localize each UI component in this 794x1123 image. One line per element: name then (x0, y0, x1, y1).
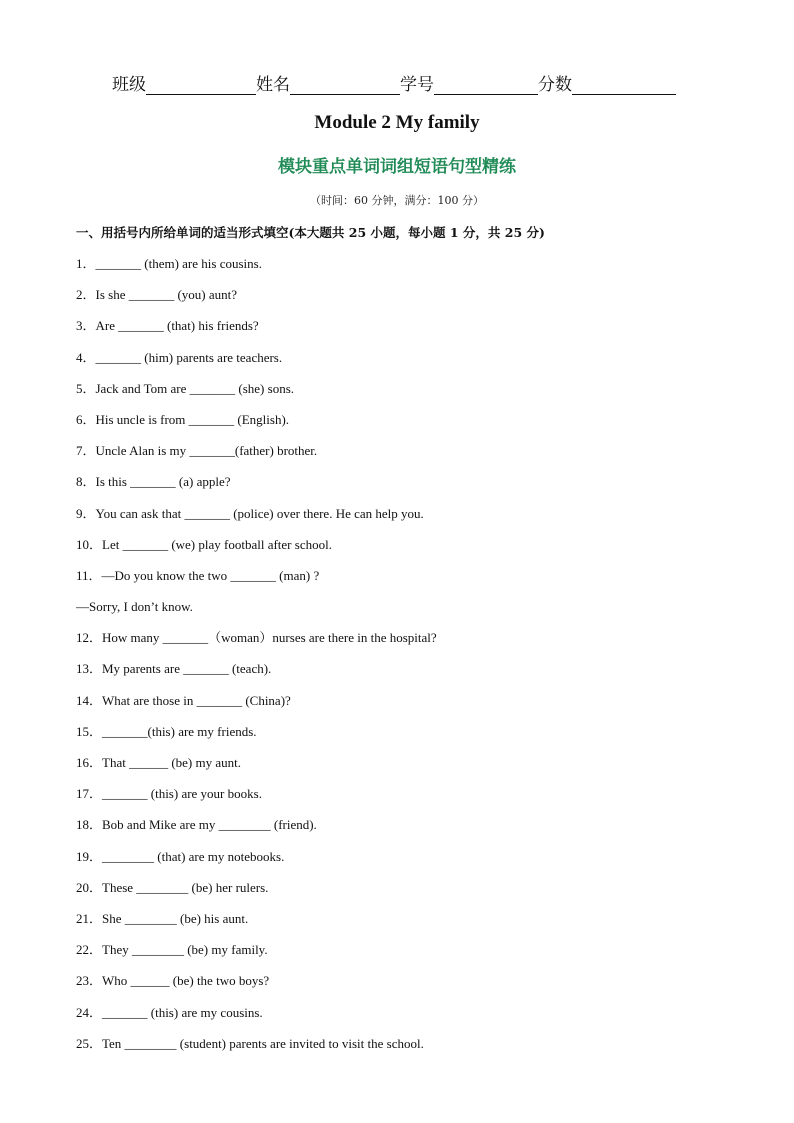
question-item: 19．________ (that) are my notebooks. (76, 848, 285, 864)
question-item: 11．—Do you know the two _______ (man) ? (76, 567, 320, 583)
question-item: 3．Are _______ (that) his friends? (76, 318, 259, 334)
class-label: 班级 (112, 75, 146, 95)
question-item: 21．She ________ (be) his aunt. (76, 910, 249, 926)
question-item: 9．You can ask that _______ (police) over there. He can help you. (76, 505, 424, 521)
question-item: 15．_______(this) are my friends. (76, 723, 257, 739)
question-item: 23．Who ______ (be) the two boys? (76, 973, 270, 989)
question-item: 10．Let _______ (we) play football after school. (76, 536, 332, 552)
page-title: Module 2 My family (314, 112, 480, 133)
question-item: 1．_______ (them) are his cousins. (76, 256, 262, 271)
question-item: 5．Jack and Tom are _______ (she) sons. (76, 380, 295, 396)
section-title: 一、用括号内所给单词的适当形式填空(本大题共 25 小题，每小题 1 分，共 25 分) (76, 225, 545, 240)
page-subtitle: 模块重点单词词组短语句型精练 (278, 157, 516, 177)
question-item: 24．_______ (this) are my cousins. (76, 1004, 263, 1020)
question-item: 13．My parents are _______ (teach). (76, 661, 272, 677)
score-label: 分数 (538, 75, 572, 95)
question-item: 22．They ________ (be) my family. (76, 942, 268, 958)
class-blank (146, 76, 256, 95)
question-item: 4．_______ (him) parents are teachers. (76, 349, 283, 365)
name-blank (290, 76, 400, 95)
question-item: 20．These ________ (be) her rulers. (76, 879, 269, 895)
question-list (76, 254, 736, 1065)
time-score-note: （时间：60 分钟，满分：100 分） (310, 194, 484, 207)
score-blank (572, 76, 676, 95)
question-item: 17．_______ (this) are your books. (76, 786, 262, 802)
answer-line: —Sorry, I don’t know. (76, 599, 193, 615)
question-item: 2．Is she _______ (you) aunt? (76, 287, 238, 303)
question-item: 6．His uncle is from _______ (English). (76, 411, 290, 427)
question-item: 25．Ten ________ (student) parents are invited to visit the school. (76, 1035, 424, 1051)
question-item: 18．Bob and Mike are my ________ (friend). (76, 817, 317, 833)
student-id-label: 学号 (400, 75, 434, 95)
student-id-blank (434, 76, 538, 95)
name-label: 姓名 (256, 75, 290, 95)
question-item: 14．What are those in _______ (China)? (76, 692, 291, 708)
question-item: 7．Uncle Alan is my _______(father) brother. (76, 443, 318, 459)
question-item: 12．How many _______（woman）nurses are there in the hospital? (76, 630, 437, 646)
student-info-line (112, 70, 712, 95)
question-item: 8．Is this _______ (a) apple? (76, 474, 231, 490)
question-item: 16．That ______ (be) my aunt. (76, 755, 241, 770)
